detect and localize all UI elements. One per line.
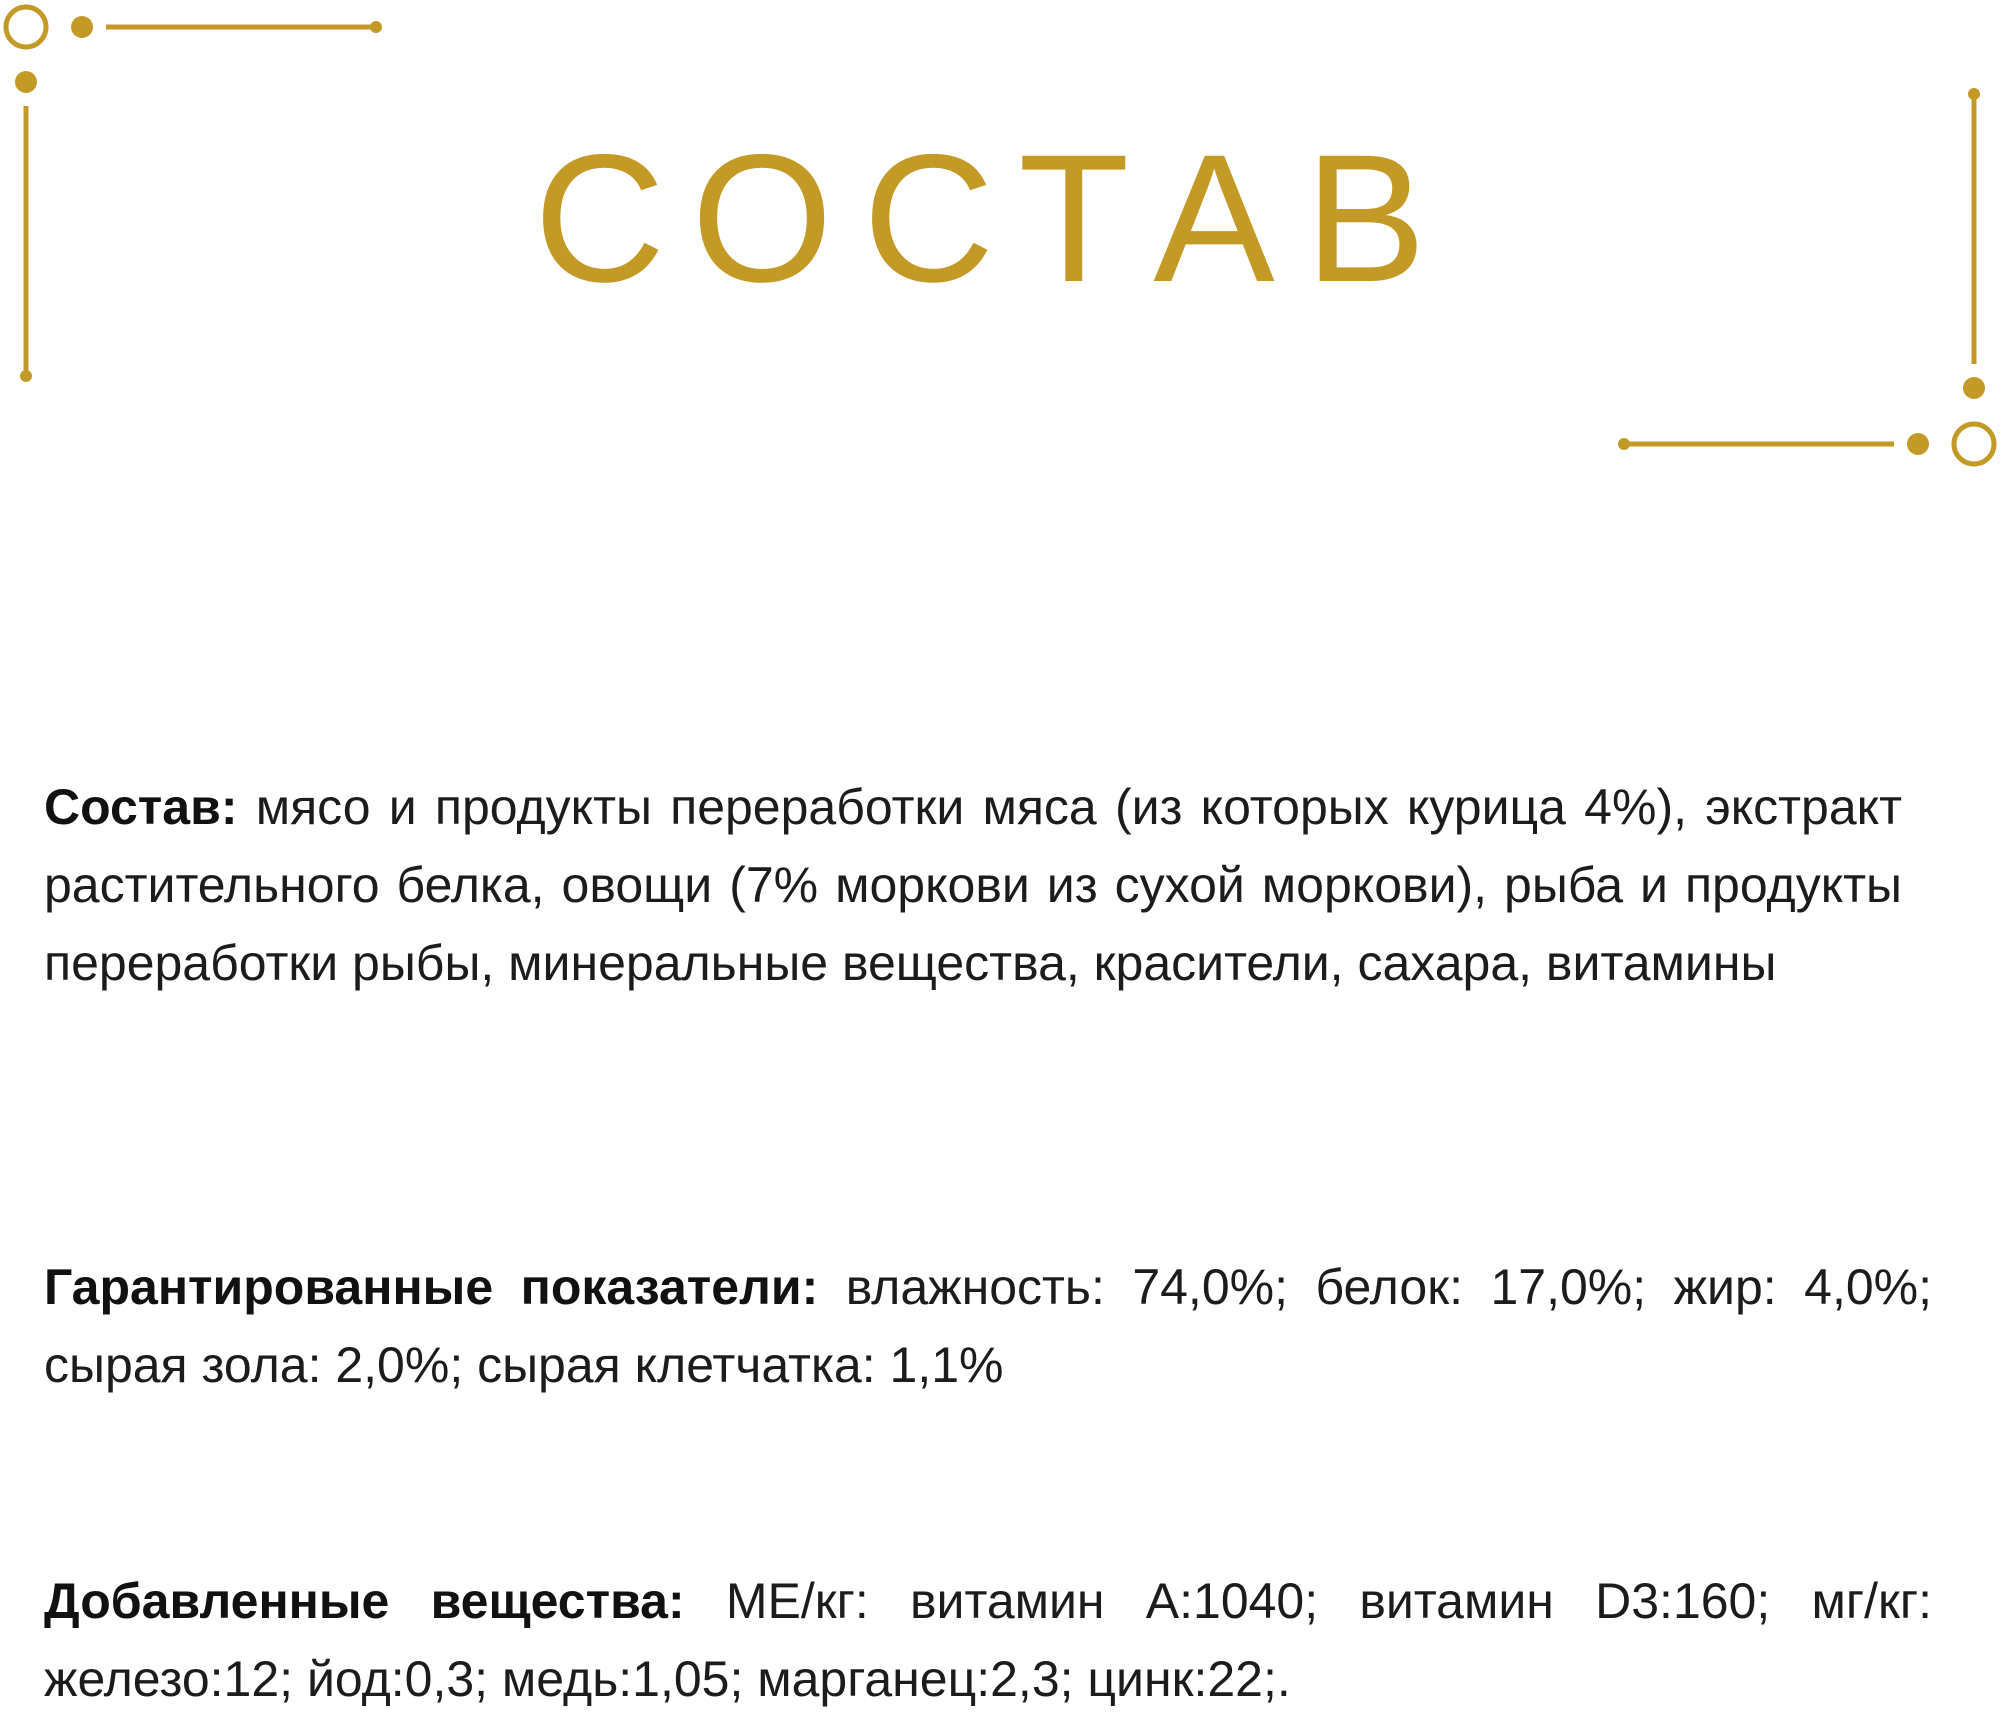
ornament-dot [1963,377,1985,399]
ornament-end-dot [1618,438,1630,450]
page-title: СОСТАВ [533,116,1457,320]
guaranteed-analysis-text: влажность: 74,0%; белок: 17,0%; жир: 4,0%; сырая зола: 2,0%; сырая клетчатка: 1,1% [44,1259,1932,1393]
ornament-dot [71,16,93,38]
ornament-ring [1954,424,1994,464]
ornament-end-dot [370,21,382,33]
additives-label: Добавленные вещества: [44,1573,685,1629]
ornament-end-dot [1968,88,1980,100]
ornament-ring [6,7,46,47]
composition-label: Состав: [44,779,238,835]
composition-section [44,768,1902,1002]
ornament-end-dot [20,370,32,382]
guaranteed-analysis-section [44,1248,1932,1404]
ornament-dot [1907,433,1929,455]
composition-text: мясо и продукты переработки мяса (из которых курица 4%), экстракт растительного белка, овощи (7% моркови из сухой моркови), рыба и продукты переработки рыбы, минеральные вещества, красители, сахара, витамины [44,779,1902,991]
guaranteed-analysis-label: Гарантированные показатели: [44,1259,819,1315]
additives-section [44,1562,1932,1718]
additives-text: МЕ/кг: витамин А:1040; витамин D3:160; мг/кг: железо:12; йод:0,3; медь:1,05; марганец:2,3; цинк:22;. [44,1573,1932,1707]
ornament-dot [15,71,37,93]
